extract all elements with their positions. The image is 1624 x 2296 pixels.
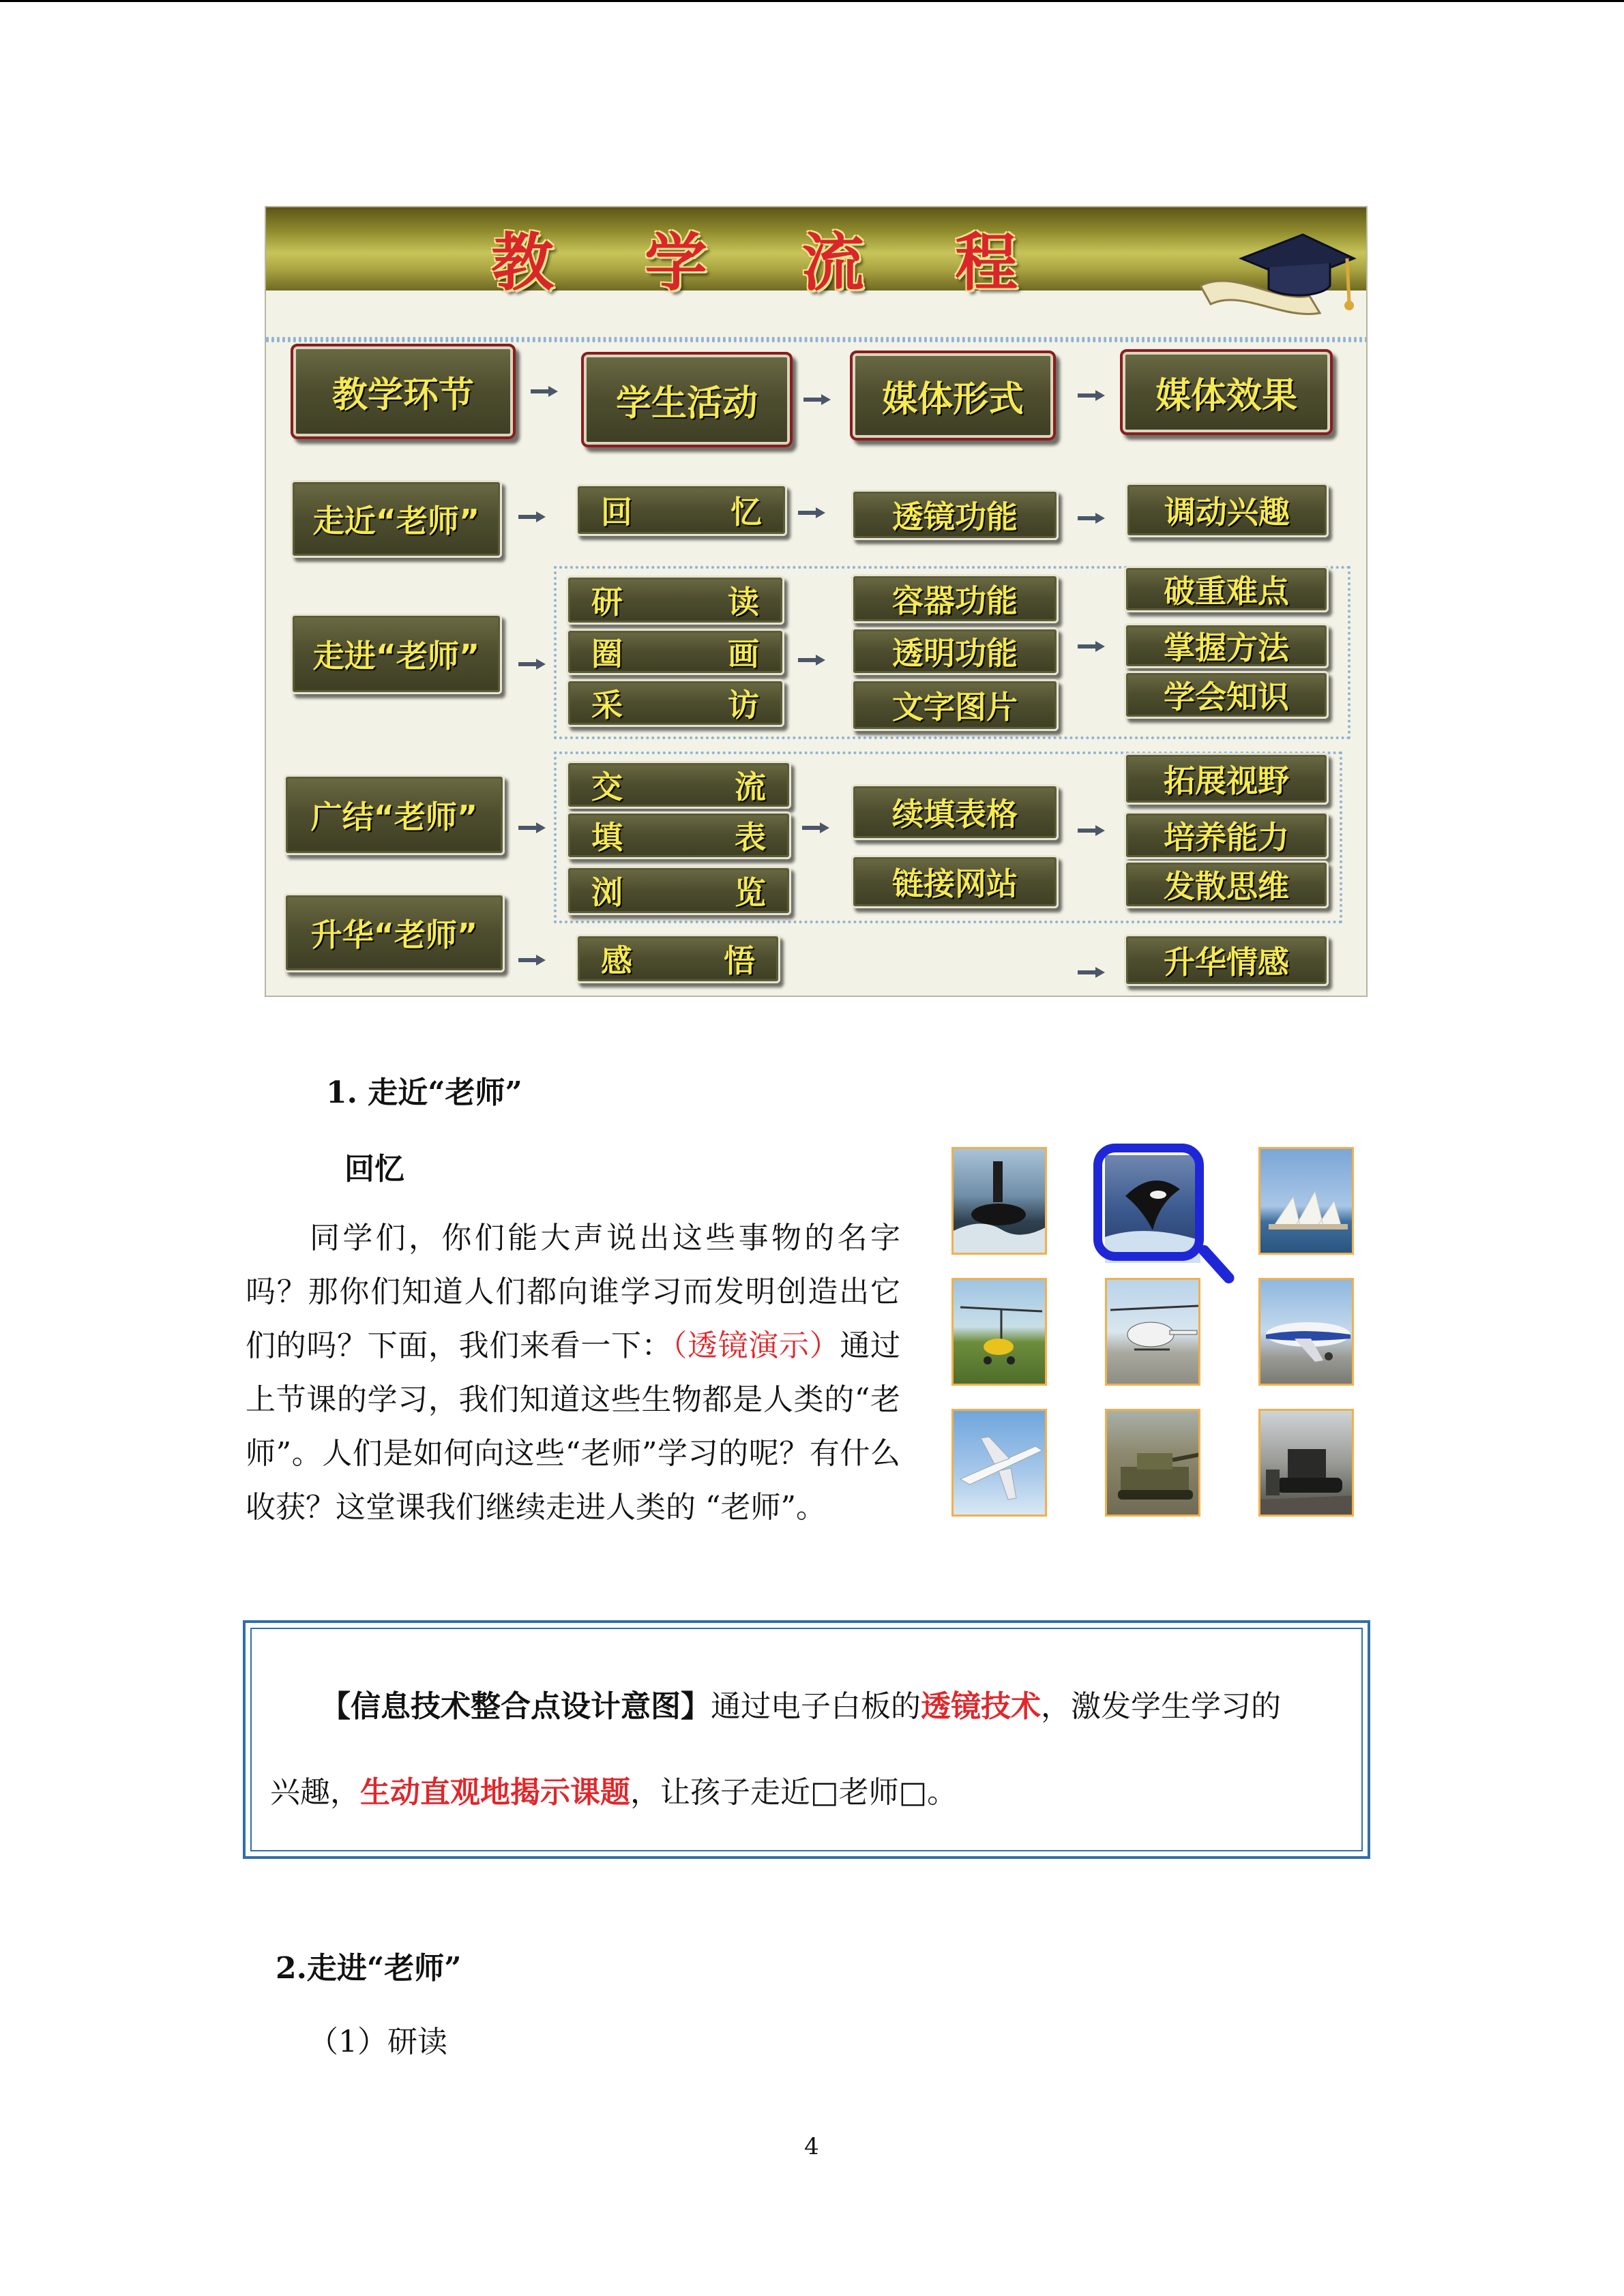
- media-node: 透明功能: [851, 627, 1059, 675]
- page-number: 4: [804, 2133, 819, 2160]
- chart-title-char: 程: [955, 226, 1018, 299]
- header-node: 媒体形式: [850, 351, 1056, 441]
- flow-arrow: [1078, 390, 1105, 401]
- chart-title-char: 流: [801, 226, 865, 299]
- section1-heading: 1. 走近“老师”: [326, 1075, 522, 1110]
- stage-node: 升华“老师”: [284, 893, 505, 972]
- teaching-flow-chart: [265, 206, 1368, 997]
- stage-node: 走进“老师”: [291, 614, 502, 694]
- section2-subheading: （1）研读: [308, 2025, 447, 2059]
- flow-arrow: [1078, 967, 1105, 978]
- flow-arrow: [518, 822, 546, 833]
- effect-node: 破重难点: [1124, 566, 1329, 612]
- effect-node: 拓展视野: [1124, 753, 1329, 805]
- chart-title-char: 教: [491, 226, 555, 299]
- photo-helicopter: [1105, 1278, 1200, 1386]
- section1-paragraph: 同学们，你们能大声说出这些事物的名字吗？那你们知道人们都向谁学习而发明创造出它们的吗？下面，我们来看一下：（透镜演示）通过上节课的学习，我们知道这些生物都是人类的“老师”。人们是如何向这些“老师”学习的呢？有什么收获？这堂课我们继续走进人类的 “老师”。: [246, 1221, 901, 1525]
- flow-arrow: [1078, 513, 1105, 524]
- media-node: 链接网站: [851, 855, 1059, 908]
- dotted-divider: [266, 338, 1368, 341]
- activity-node: 回 忆: [576, 484, 787, 536]
- section2-heading: 2.走进“老师”: [276, 1951, 462, 1986]
- design-intent-line2: 兴趣，生动直观地揭示课题，让孩子走近□老师□。: [270, 1775, 958, 1810]
- effect-node: 调动兴趣: [1125, 483, 1329, 537]
- media-node: 续填表格: [851, 784, 1059, 840]
- photo-gyrocopter: [951, 1278, 1047, 1386]
- photo-airplane: [951, 1409, 1047, 1517]
- stage-node: 走近“老师”: [291, 480, 502, 558]
- flow-arrow: [531, 386, 558, 397]
- magnifier-handle-icon: [1196, 1243, 1237, 1286]
- effect-node: 掌握方法: [1124, 623, 1329, 668]
- header-node: 学生活动: [581, 352, 793, 447]
- photo-jet-airliner: [1258, 1278, 1354, 1386]
- flow-arrow: [1078, 641, 1105, 652]
- chart-title-char: 学: [645, 226, 708, 299]
- photo-submarine: [951, 1147, 1047, 1255]
- photo-tank: [1105, 1409, 1200, 1517]
- flow-arrow: [518, 955, 546, 966]
- activity-node: 感 悟: [576, 934, 780, 983]
- flow-arrow: [518, 511, 546, 522]
- flow-arrow: [798, 655, 825, 666]
- design-intent-inner: [250, 1628, 1363, 1851]
- activity-node: 填 表: [566, 811, 791, 859]
- activity-node: 浏 览: [566, 866, 791, 915]
- flow-arrow: [798, 507, 825, 518]
- section1-subheading: 回忆: [344, 1152, 404, 1187]
- top-border: [0, 0, 1624, 2]
- header-node: 媒体效果: [1120, 349, 1333, 435]
- activity-node: 采 访: [566, 679, 784, 727]
- flow-arrow: [802, 822, 829, 833]
- design-intent-line1: 【信息技术整合点设计意图】通过电子白板的透镜技术，激发学生学习的: [321, 1689, 1281, 1724]
- photo-bulldozer: [1258, 1409, 1354, 1517]
- activity-node: 研 读: [566, 576, 784, 625]
- media-node: 容器功能: [851, 574, 1059, 623]
- design-intent-box: [243, 1620, 1370, 1859]
- flow-arrow: [518, 659, 546, 670]
- effect-node: 培养能力: [1124, 811, 1329, 859]
- effect-node: 升华情感: [1124, 934, 1329, 986]
- flow-arrow: [1078, 825, 1105, 836]
- photo-opera-house: [1258, 1147, 1354, 1255]
- activity-node: 圈 画: [566, 629, 784, 675]
- header-node: 教学环节: [291, 344, 516, 439]
- magnifier-lens-icon: [1093, 1144, 1204, 1261]
- graduation-cap-icon: [1194, 221, 1357, 323]
- activity-node: 交 流: [566, 761, 791, 809]
- effect-node: 学会知识: [1124, 671, 1329, 719]
- media-node: 透镜功能: [851, 490, 1059, 540]
- stage-node: 广结“老师”: [284, 775, 505, 855]
- flow-arrow: [803, 394, 831, 405]
- media-node: 文字图片: [851, 679, 1059, 731]
- effect-node: 发散思维: [1124, 861, 1329, 908]
